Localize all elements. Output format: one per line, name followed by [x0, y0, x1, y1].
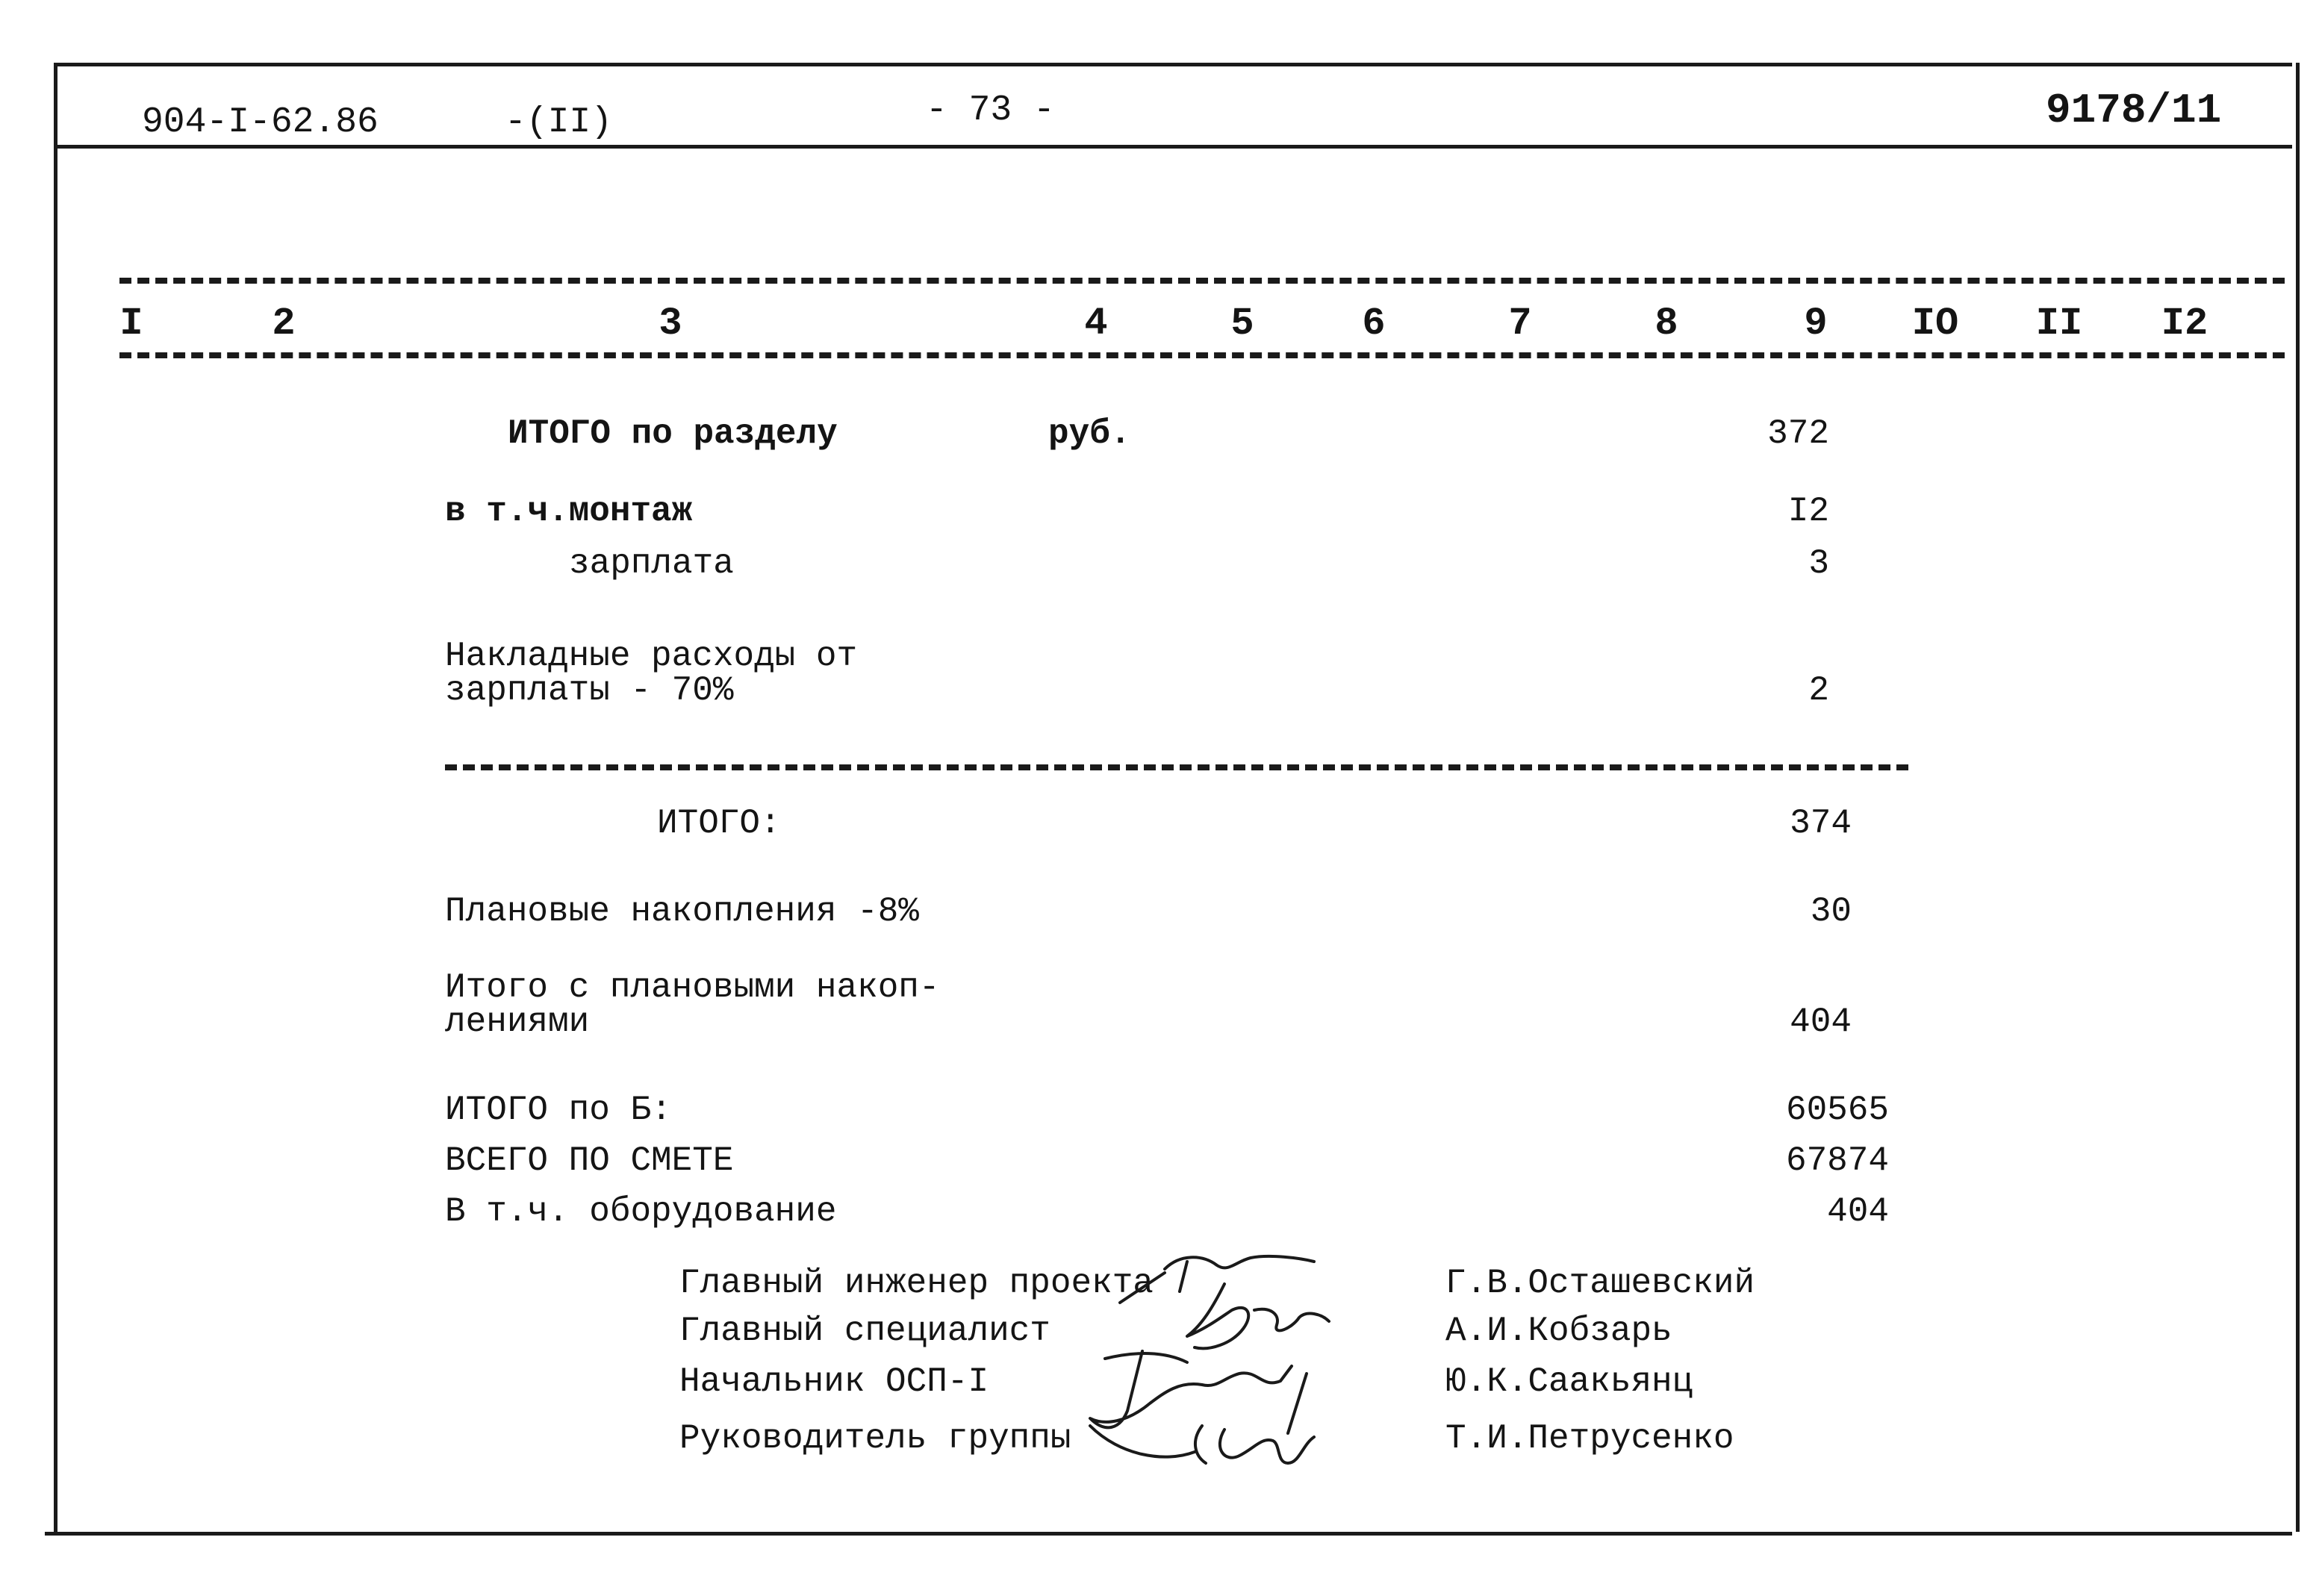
signature-role: Руководитель группы	[679, 1419, 1071, 1458]
section-total-value: 372	[1767, 414, 1829, 453]
total-planned-label-line2: лениями	[445, 1003, 590, 1041]
column-number: 2	[272, 302, 296, 346]
grand-total-value: 67874	[1785, 1141, 1889, 1180]
page-number: - 73 -	[926, 90, 1055, 131]
column-number: I	[119, 302, 143, 346]
equipment-label: В т.ч. оборудование	[445, 1192, 837, 1231]
column-number: 8	[1655, 302, 1678, 346]
montage-value: I2	[1787, 492, 1829, 531]
signature-role: Начальник ОСП-I	[679, 1362, 989, 1401]
column-number: 7	[1508, 302, 1532, 346]
column-number: IO	[1911, 302, 1959, 346]
column-header-bottom-rule	[119, 352, 2285, 358]
column-number: 4	[1084, 302, 1108, 346]
doc-code: 904-I-62.86	[142, 102, 379, 143]
overhead-label-line1: Накладные расходы от	[445, 637, 858, 676]
column-number: II	[2035, 302, 2083, 346]
doc-part: -(II)	[505, 102, 613, 143]
bottom-border	[45, 1532, 2292, 1536]
overhead-value: 2	[1808, 671, 1829, 710]
grand-total-label: ВСЕГО ПО СМЕТЕ	[445, 1141, 734, 1180]
signature-name: Т.И.Петрусенко	[1445, 1419, 1734, 1458]
handwritten-signatures	[1075, 1239, 1448, 1478]
section-total-unit: руб.	[1048, 414, 1131, 453]
column-header-top-rule	[119, 278, 2285, 284]
planned-value: 30	[1810, 892, 1852, 931]
column-number: 9	[1804, 302, 1828, 346]
total-b-label: ИТОГО по Б:	[445, 1091, 672, 1129]
salary-value: 3	[1808, 544, 1829, 583]
top-border	[54, 63, 2292, 66]
subtotal-rule	[445, 764, 1908, 770]
signature-name: Ю.К.Саакьянц	[1445, 1362, 1693, 1401]
signature-role: Главный специалист	[679, 1312, 1050, 1350]
equipment-value: 404	[1827, 1192, 1889, 1231]
planned-label: Плановые накопления -8%	[445, 892, 919, 931]
total-planned-label-line1: Итого с плановыми накоп-	[445, 968, 940, 1007]
total-value: 374	[1790, 804, 1852, 843]
column-number: 3	[659, 302, 682, 346]
total-b-value: 60565	[1785, 1091, 1889, 1129]
section-total-label: ИТОГО по разделу	[508, 414, 838, 453]
signature-role: Главный инженер проекта	[679, 1264, 1154, 1303]
overhead-label-line2: зарплаты - 70%	[445, 671, 734, 710]
montage-label: в т.ч.монтаж	[445, 492, 693, 531]
total-label: ИТОГО:	[657, 804, 781, 843]
salary-label: зарплата	[569, 544, 734, 583]
total-planned-value: 404	[1790, 1003, 1852, 1041]
header-divider	[54, 145, 2292, 149]
sheet-number: 9178/11	[2046, 87, 2222, 134]
signature-name: А.И.Кобзарь	[1445, 1312, 1672, 1350]
column-number: I2	[2161, 302, 2209, 346]
column-number: 6	[1362, 302, 1386, 346]
signature-name: Г.В.Осташевский	[1445, 1264, 1755, 1303]
column-number: 5	[1230, 302, 1254, 346]
